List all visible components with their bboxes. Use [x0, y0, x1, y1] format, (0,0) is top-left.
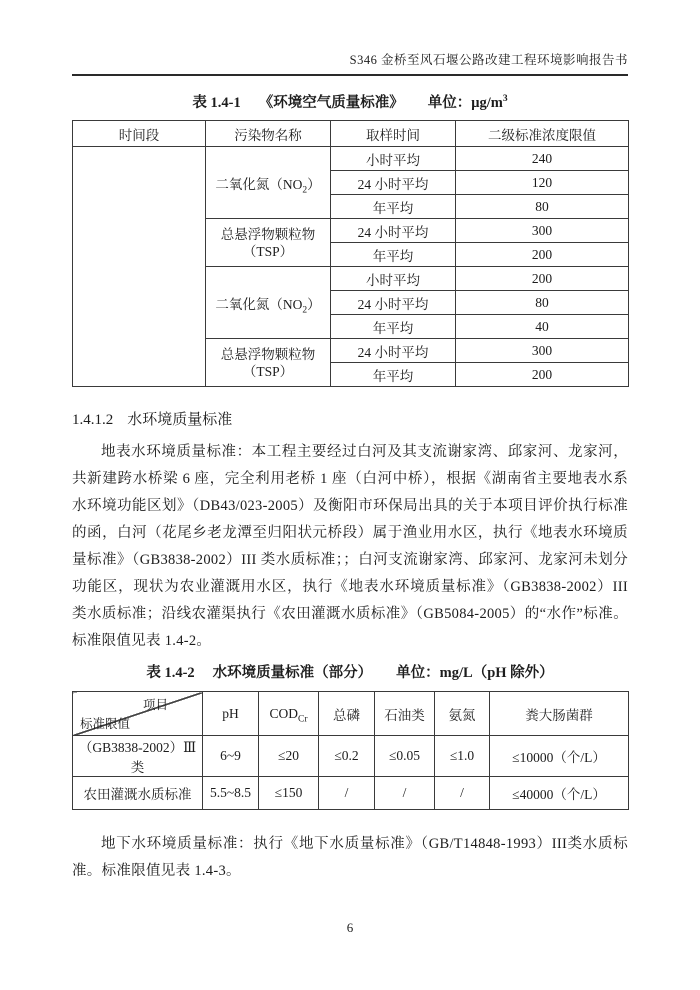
col-header-total-phosphorus: 总磷	[319, 692, 375, 736]
pollutant-subscript: 2	[302, 185, 308, 196]
ph-value-cell: 5.5~8.5	[203, 777, 259, 810]
time-period-cell	[73, 147, 206, 387]
limit-value-cell: 200	[456, 243, 629, 267]
pollutant-cell-tsp	[206, 339, 331, 387]
pollutant-name: 二氧化氮（NO	[215, 176, 303, 192]
pollutant-name-tail: ）	[307, 176, 321, 192]
diagonal-label-item: 项目	[142, 698, 168, 712]
pollutant-cell-no2	[206, 147, 331, 219]
sample-time-cell: 年平均	[331, 195, 456, 219]
pollutant-name-tail: ）	[307, 296, 321, 312]
sample-time-cell: 小时平均	[331, 267, 456, 291]
tp-value-cell: ≤0.2	[319, 736, 375, 777]
page-content	[72, 0, 628, 885]
col-header-ammonia: 氨氮	[435, 692, 490, 736]
cod-subscript: Cr	[298, 714, 308, 725]
col-header-petroleum: 石油类	[375, 692, 435, 736]
limit-value-cell: 80	[456, 291, 629, 315]
sample-time-cell: 年平均	[331, 315, 456, 339]
air-quality-standards-table	[72, 120, 629, 387]
col-header-cod	[259, 692, 319, 736]
limit-value-cell: 300	[456, 339, 629, 363]
col-header-sample-time: 取样时间	[331, 121, 456, 147]
pollutant-cell-tsp	[206, 219, 331, 267]
limit-value-cell: 200	[456, 267, 629, 291]
report-header-title: S346 金桥至风石堰公路改建工程环境影响报告书	[349, 53, 628, 67]
col-header-limit: 二级标准浓度限值	[456, 121, 629, 147]
table2-header-row	[73, 692, 629, 736]
oil-value-cell: ≤0.05	[375, 736, 435, 777]
sample-time-cell: 24 小时平均	[331, 219, 456, 243]
table2-caption	[72, 663, 628, 683]
diagonal-header-cell	[73, 692, 203, 736]
standard-name-cell: 农田灌溉水质标准	[73, 777, 203, 810]
sample-time-cell: 24 小时平均	[331, 339, 456, 363]
table1-caption-unit	[428, 95, 508, 111]
col-header-time-period: 时间段	[73, 121, 206, 147]
ph-value-cell: 6~9	[203, 736, 259, 777]
section-heading	[72, 409, 628, 431]
limit-value-cell: 240	[456, 147, 629, 171]
section-number: 1.4.1.2	[72, 412, 114, 428]
sample-time-cell: 小时平均	[331, 147, 456, 171]
ammonia-value-cell: /	[435, 777, 490, 810]
cod-value-cell: ≤20	[259, 736, 319, 777]
table1-caption-label: 表 1.4-1	[192, 95, 241, 111]
table2-caption-unit: 单位：mg/L（pH 除外）	[396, 665, 554, 681]
col-header-pollutant: 污染物名称	[206, 121, 331, 147]
table1-caption-name: 《环境空气质量标准》	[258, 95, 404, 111]
standard-name-cell: （GB3838-2002）Ⅲ类	[73, 736, 203, 777]
table2-row	[73, 777, 629, 810]
limit-value-cell: 300	[456, 219, 629, 243]
oil-value-cell: /	[375, 777, 435, 810]
water-quality-standards-table	[72, 691, 629, 810]
table2-row	[73, 736, 629, 777]
table1-row	[73, 147, 629, 171]
pollutant-subscript: 2	[302, 305, 308, 316]
cod-value-cell: ≤150	[259, 777, 319, 810]
limit-value-cell: 120	[456, 171, 629, 195]
coliform-value-cell: ≤10000（个/L）	[490, 736, 629, 777]
groundwater-paragraph: 地下水环境质量标准：执行《地下水质量标准》（GB/T14848-1993）III类水质标准。标准限值见表 1.4-3。	[72, 836, 628, 879]
col-header-coliform: 粪大肠菌群	[490, 692, 629, 736]
limit-value-cell: 80	[456, 195, 629, 219]
pollutant-abbr: （TSP）	[242, 243, 294, 259]
table1-unit-superscript: 3	[502, 94, 508, 105]
limit-value-cell: 200	[456, 363, 629, 387]
table2-caption-name: 水环境质量标准（部分）	[212, 665, 373, 681]
pollutant-name: 总悬浮物颗粒物	[220, 226, 316, 242]
sample-time-cell: 24 小时平均	[331, 171, 456, 195]
pollutant-cell-no2	[206, 267, 331, 339]
diagonal-label-standard-limit: 标准限值	[80, 717, 131, 731]
tp-value-cell: /	[319, 777, 375, 810]
section-title: 水环境质量标准	[127, 412, 233, 428]
coliform-value-cell: ≤40000（个/L）	[490, 777, 629, 810]
pollutant-name: 二氧化氮（NO	[215, 296, 303, 312]
sample-time-cell: 年平均	[331, 243, 456, 267]
sample-time-cell: 24 小时平均	[331, 291, 456, 315]
table2-caption-label: 表 1.4-2	[146, 665, 195, 681]
pollutant-abbr: （TSP）	[242, 363, 294, 379]
page-number: 6	[346, 920, 354, 935]
header-rule-divider	[72, 74, 628, 76]
table1-header-row	[73, 121, 629, 147]
table1-unit-text: 单位：μg/m	[427, 95, 503, 111]
table1-caption	[72, 93, 628, 113]
surface-water-paragraph: 地表水环境质量标准：本工程主要经过白河及其支流谢家湾、邱家河、龙家河，共新建跨水桥梁 6 座，完全利用老桥 1 座（白河中桥），根据《湖南省主要地表水系水环境功能区划》（DB43/023-2005）及衡阳市环保局出具的关于本项目评价执行标准的函，白河（花尾乡老龙潭至归阳状元桥段）属于渔业用水区，执行《地表水环境质量标准》（GB3838-2002）III 类水质标准；；白河支流谢家湾、邱家河、龙家河未划分功能区，现状为农业灌溉用水区，执行《地表水环境质量标准》（GB3838-2002）III 类水质标准；沿线农灌渠执行《农田灌溉水质标准》（GB5084-2005）的“水作”标准。标准限值见表 1.4-2。	[72, 444, 628, 649]
col-header-ph: pH	[203, 692, 259, 736]
limit-value-cell: 40	[456, 315, 629, 339]
sample-time-cell: 年平均	[331, 363, 456, 387]
cod-label: COD	[269, 705, 298, 721]
ammonia-value-cell: ≤1.0	[435, 736, 490, 777]
pollutant-name: 总悬浮物颗粒物	[220, 346, 316, 362]
